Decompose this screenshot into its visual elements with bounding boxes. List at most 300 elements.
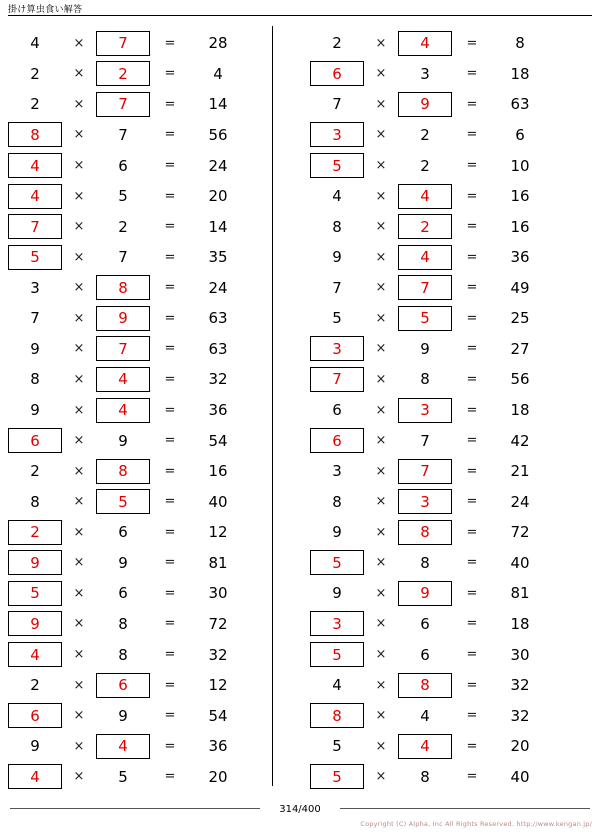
operand-b: 8 (420, 370, 430, 389)
answer-box-operand-a[interactable]: 5 (8, 245, 62, 270)
multiply-icon: × (375, 738, 387, 754)
answer-box-operand-a[interactable]: 4 (8, 184, 62, 209)
problem-row (310, 364, 590, 395)
answer-box-operand-b[interactable]: 8 (398, 673, 452, 698)
product-value: 32 (510, 706, 530, 725)
product-value: 20 (510, 737, 530, 756)
operand-b: 5 (118, 187, 128, 206)
problem-row (8, 762, 288, 793)
answer-box-operand-b[interactable]: 4 (398, 184, 452, 209)
multiply-icon: × (375, 616, 387, 632)
operand-b: 6 (118, 523, 128, 542)
equals-icon: = (466, 463, 478, 479)
operand-b: 9 (420, 339, 430, 358)
operand-b: 6 (420, 614, 430, 633)
equals-icon: = (466, 341, 478, 357)
multiply-icon: × (73, 677, 85, 693)
answer-box-operand-b[interactable]: 2 (398, 214, 452, 239)
equals-icon: = (466, 433, 478, 449)
problem-row (8, 639, 288, 670)
operand-b: 5 (118, 767, 128, 786)
multiply-icon: × (73, 188, 85, 204)
answer-box-operand-a[interactable]: 9 (8, 611, 62, 636)
problem-row (8, 731, 288, 762)
problem-row (310, 242, 590, 273)
operand-b: 3 (420, 64, 430, 83)
product-value: 25 (510, 309, 530, 328)
equals-icon: = (164, 280, 176, 296)
problem-columns (0, 22, 600, 792)
operand-a: 5 (332, 737, 342, 756)
multiply-icon: × (73, 647, 85, 663)
problem-row (8, 303, 288, 334)
product-value: 32 (208, 645, 228, 664)
answer-box-operand-b[interactable]: 5 (96, 489, 150, 514)
product-value: 63 (510, 95, 530, 114)
operand-b: 7 (118, 248, 128, 267)
problem-row (8, 273, 288, 304)
answer-box-operand-b[interactable]: 7 (398, 275, 452, 300)
problem-row (310, 486, 590, 517)
problem-row (8, 334, 288, 365)
answer-box-operand-a[interactable]: 6 (310, 61, 364, 86)
equals-icon: = (164, 127, 176, 143)
multiply-icon: × (375, 249, 387, 265)
answer-box-operand-a[interactable]: 6 (8, 703, 62, 728)
answer-box-operand-a[interactable]: 8 (310, 703, 364, 728)
answer-box-operand-b[interactable]: 4 (96, 398, 150, 423)
right-column (310, 22, 590, 792)
multiply-icon: × (375, 341, 387, 357)
multiply-icon: × (73, 585, 85, 601)
operand-b: 2 (118, 217, 128, 236)
operand-a: 9 (30, 339, 40, 358)
product-value: 16 (510, 217, 530, 236)
equals-icon: = (164, 463, 176, 479)
operand-a: 8 (332, 217, 342, 236)
equals-icon: = (466, 96, 478, 112)
multiply-icon: × (73, 738, 85, 754)
answer-box-operand-b[interactable]: 9 (96, 306, 150, 331)
product-value: 18 (510, 614, 530, 633)
product-value: 42 (510, 431, 530, 450)
problem-row (310, 120, 590, 151)
operand-a: 6 (332, 401, 342, 420)
equals-icon: = (164, 738, 176, 754)
equals-icon: = (466, 585, 478, 601)
product-value: 12 (208, 676, 228, 695)
answer-box-operand-a[interactable]: 9 (8, 550, 62, 575)
operand-a: 2 (30, 64, 40, 83)
problem-row (8, 670, 288, 701)
equals-icon: = (164, 494, 176, 510)
product-value: 81 (208, 553, 228, 572)
equals-icon: = (466, 35, 478, 51)
answer-box-operand-b[interactable]: 4 (398, 31, 452, 56)
product-value: 27 (510, 339, 530, 358)
operand-a: 9 (332, 523, 342, 542)
problem-row (310, 150, 590, 181)
problem-row (8, 609, 288, 640)
problem-row (8, 395, 288, 426)
multiply-icon: × (73, 616, 85, 632)
answer-box-operand-a[interactable]: 5 (310, 642, 364, 667)
product-value: 20 (208, 187, 228, 206)
answer-box-operand-b[interactable]: 7 (96, 336, 150, 361)
multiply-icon: × (375, 371, 387, 387)
multiply-icon: × (375, 402, 387, 418)
equals-icon: = (466, 677, 478, 693)
problem-row (310, 609, 590, 640)
multiply-icon: × (73, 310, 85, 326)
equals-icon: = (164, 96, 176, 112)
multiply-icon: × (375, 158, 387, 174)
answer-box-operand-a[interactable]: 2 (8, 520, 62, 545)
multiply-icon: × (73, 463, 85, 479)
problem-row (8, 425, 288, 456)
product-value: 14 (208, 95, 228, 114)
multiply-icon: × (73, 524, 85, 540)
equals-icon: = (164, 616, 176, 632)
problem-row (8, 150, 288, 181)
problem-row (8, 59, 288, 90)
equals-icon: = (164, 310, 176, 326)
answer-box-operand-a[interactable]: 3 (310, 122, 364, 147)
product-value: 54 (208, 706, 228, 725)
product-value: 24 (208, 278, 228, 297)
product-value: 63 (208, 339, 228, 358)
product-value: 18 (510, 401, 530, 420)
product-value: 54 (208, 431, 228, 450)
equals-icon: = (466, 494, 478, 510)
operand-a: 3 (30, 278, 40, 297)
product-value: 14 (208, 217, 228, 236)
multiply-icon: × (375, 677, 387, 693)
operand-b: 6 (420, 645, 430, 664)
multiply-icon: × (73, 219, 85, 235)
equals-icon: = (164, 585, 176, 601)
product-value: 32 (510, 676, 530, 695)
operand-a: 9 (30, 737, 40, 756)
operand-a: 9 (332, 248, 342, 267)
product-value: 18 (510, 64, 530, 83)
problem-row (310, 639, 590, 670)
multiply-icon: × (73, 769, 85, 785)
problem-row (8, 28, 288, 59)
equals-icon: = (466, 616, 478, 632)
product-value: 16 (510, 187, 530, 206)
equals-icon: = (164, 158, 176, 174)
answer-box-operand-b[interactable]: 6 (96, 673, 150, 698)
page-title: 掛け算虫食い解答 (8, 5, 83, 15)
answer-box-operand-a[interactable]: 5 (310, 764, 364, 789)
multiply-icon: × (375, 524, 387, 540)
operand-b: 2 (420, 156, 430, 175)
equals-icon: = (164, 188, 176, 204)
multiply-icon: × (73, 494, 85, 510)
answer-box-operand-b[interactable]: 5 (398, 306, 452, 331)
equals-icon: = (164, 769, 176, 785)
problem-row (310, 700, 590, 731)
answer-box-operand-b[interactable]: 4 (398, 734, 452, 759)
problem-row (8, 517, 288, 548)
problem-row (310, 334, 590, 365)
product-value: 36 (510, 248, 530, 267)
equals-icon: = (164, 249, 176, 265)
product-value: 56 (208, 125, 228, 144)
product-value: 49 (510, 278, 530, 297)
problem-row (310, 211, 590, 242)
equals-icon: = (164, 402, 176, 418)
operand-a: 2 (30, 462, 40, 481)
product-value: 24 (510, 492, 530, 511)
answer-box-operand-a[interactable]: 8 (8, 122, 62, 147)
product-value: 4 (213, 64, 223, 83)
product-value: 40 (208, 492, 228, 511)
operand-b: 2 (420, 125, 430, 144)
multiply-icon: × (73, 35, 85, 51)
multiply-icon: × (375, 555, 387, 571)
problem-row (310, 89, 590, 120)
problem-row (8, 211, 288, 242)
product-value: 63 (208, 309, 228, 328)
problem-row (310, 303, 590, 334)
equals-icon: = (164, 524, 176, 540)
operand-b: 6 (118, 584, 128, 603)
multiply-icon: × (73, 555, 85, 571)
answer-box-operand-a[interactable]: 4 (8, 153, 62, 178)
copyright-notice: Copyright (C) Alpha, Inc All Rights Reserved. http://www.kengan.jp/ (360, 820, 592, 828)
product-value: 36 (208, 401, 228, 420)
equals-icon: = (164, 371, 176, 387)
operand-a: 8 (30, 492, 40, 511)
problem-row (8, 700, 288, 731)
equals-icon: = (164, 219, 176, 235)
problem-row (310, 425, 590, 456)
multiply-icon: × (73, 371, 85, 387)
equals-icon: = (164, 433, 176, 449)
equals-icon: = (466, 738, 478, 754)
multiply-icon: × (375, 433, 387, 449)
title-divider (8, 15, 592, 16)
answer-box-operand-b[interactable]: 8 (398, 520, 452, 545)
equals-icon: = (466, 66, 478, 82)
multiply-icon: × (375, 188, 387, 204)
multiply-icon: × (375, 494, 387, 510)
product-value: 40 (510, 767, 530, 786)
multiply-icon: × (375, 769, 387, 785)
answer-box-operand-a[interactable]: 5 (8, 581, 62, 606)
problem-row (310, 181, 590, 212)
answer-box-operand-b[interactable]: 3 (398, 398, 452, 423)
answer-box-operand-b[interactable]: 9 (398, 581, 452, 606)
product-value: 10 (510, 156, 530, 175)
multiply-icon: × (73, 66, 85, 82)
problem-row (310, 762, 590, 793)
operand-a: 4 (30, 34, 40, 53)
operand-b: 4 (420, 706, 430, 725)
problem-row (310, 578, 590, 609)
equals-icon: = (164, 341, 176, 357)
problem-row (8, 242, 288, 273)
equals-icon: = (466, 310, 478, 326)
operand-a: 4 (332, 187, 342, 206)
operand-a: 8 (332, 492, 342, 511)
answer-box-operand-b[interactable]: 9 (398, 92, 452, 117)
multiply-icon: × (375, 463, 387, 479)
operand-b: 8 (420, 553, 430, 572)
equals-icon: = (164, 555, 176, 571)
multiply-icon: × (73, 708, 85, 724)
operand-a: 3 (332, 462, 342, 481)
problem-row (8, 578, 288, 609)
multiply-icon: × (73, 158, 85, 174)
equals-icon: = (466, 647, 478, 663)
equals-icon: = (164, 66, 176, 82)
product-value: 28 (208, 34, 228, 53)
operand-b: 8 (118, 614, 128, 633)
answer-box-operand-b[interactable]: 4 (96, 367, 150, 392)
problem-row (8, 89, 288, 120)
product-value: 30 (208, 584, 228, 603)
operand-b: 9 (118, 706, 128, 725)
equals-icon: = (466, 708, 478, 724)
multiply-icon: × (375, 310, 387, 326)
operand-b: 8 (420, 767, 430, 786)
problem-row (8, 456, 288, 487)
product-value: 8 (515, 34, 525, 53)
equals-icon: = (164, 677, 176, 693)
answer-box-operand-b[interactable]: 7 (96, 92, 150, 117)
multiply-icon: × (375, 219, 387, 235)
product-value: 21 (510, 462, 530, 481)
multiply-icon: × (375, 96, 387, 112)
problem-row (8, 548, 288, 579)
operand-a: 9 (30, 401, 40, 420)
equals-icon: = (466, 249, 478, 265)
product-value: 24 (208, 156, 228, 175)
multiply-icon: × (375, 585, 387, 601)
answer-box-operand-b[interactable]: 2 (96, 61, 150, 86)
page-number: 314/400 (279, 804, 321, 815)
multiply-icon: × (73, 433, 85, 449)
multiply-icon: × (375, 647, 387, 663)
answer-box-operand-a[interactable]: 5 (310, 153, 364, 178)
problem-row (310, 517, 590, 548)
answer-box-operand-a[interactable]: 6 (310, 428, 364, 453)
product-value: 6 (515, 125, 525, 144)
operand-b: 7 (420, 431, 430, 450)
problem-row (8, 364, 288, 395)
operand-b: 9 (118, 553, 128, 572)
operand-a: 2 (30, 676, 40, 695)
operand-a: 8 (30, 370, 40, 389)
problem-row (8, 181, 288, 212)
answer-box-operand-a[interactable]: 6 (8, 428, 62, 453)
problem-row (310, 28, 590, 59)
answer-box-operand-a[interactable]: 4 (8, 764, 62, 789)
problem-row (8, 486, 288, 517)
answer-box-operand-a[interactable]: 3 (310, 336, 364, 361)
operand-a: 7 (332, 95, 342, 114)
operand-a: 2 (30, 95, 40, 114)
operand-b: 7 (118, 125, 128, 144)
answer-box-operand-b[interactable]: 8 (96, 459, 150, 484)
problem-row (310, 456, 590, 487)
product-value: 32 (208, 370, 228, 389)
problem-row (310, 731, 590, 762)
operand-a: 2 (332, 34, 342, 53)
operand-a: 7 (30, 309, 40, 328)
answer-box-operand-b[interactable]: 3 (398, 489, 452, 514)
answer-box-operand-a[interactable]: 3 (310, 611, 364, 636)
product-value: 40 (510, 553, 530, 572)
operand-b: 8 (118, 645, 128, 664)
equals-icon: = (466, 371, 478, 387)
multiply-icon: × (375, 127, 387, 143)
equals-icon: = (466, 219, 478, 235)
problem-row (310, 59, 590, 90)
product-value: 36 (208, 737, 228, 756)
product-value: 12 (208, 523, 228, 542)
answer-box-operand-b[interactable]: 8 (96, 275, 150, 300)
equals-icon: = (466, 188, 478, 204)
problem-row (8, 120, 288, 151)
answer-box-operand-a[interactable]: 4 (8, 642, 62, 667)
answer-box-operand-a[interactable]: 7 (310, 367, 364, 392)
answer-box-operand-b[interactable]: 4 (398, 245, 452, 270)
equals-icon: = (466, 280, 478, 296)
operand-a: 7 (332, 278, 342, 297)
product-value: 72 (510, 523, 530, 542)
multiply-icon: × (375, 280, 387, 296)
problem-row (310, 273, 590, 304)
product-value: 30 (510, 645, 530, 664)
product-value: 16 (208, 462, 228, 481)
problem-row (310, 670, 590, 701)
operand-b: 9 (118, 431, 128, 450)
answer-box-operand-a[interactable]: 7 (8, 214, 62, 239)
answer-box-operand-b[interactable]: 7 (398, 459, 452, 484)
product-value: 56 (510, 370, 530, 389)
multiply-icon: × (73, 127, 85, 143)
equals-icon: = (164, 35, 176, 51)
equals-icon: = (466, 158, 478, 174)
problem-row (310, 548, 590, 579)
equals-icon: = (466, 769, 478, 785)
operand-a: 4 (332, 676, 342, 695)
multiply-icon: × (375, 66, 387, 82)
product-value: 72 (208, 614, 228, 633)
multiply-icon: × (73, 402, 85, 418)
operand-b: 6 (118, 156, 128, 175)
equals-icon: = (164, 708, 176, 724)
equals-icon: = (164, 647, 176, 663)
multiply-icon: × (73, 280, 85, 296)
product-value: 35 (208, 248, 228, 267)
left-column (8, 22, 288, 792)
answer-box-operand-b[interactable]: 4 (96, 734, 150, 759)
multiply-icon: × (73, 249, 85, 265)
operand-a: 5 (332, 309, 342, 328)
answer-box-operand-b[interactable]: 7 (96, 31, 150, 56)
multiply-icon: × (73, 341, 85, 357)
product-value: 20 (208, 767, 228, 786)
answer-box-operand-a[interactable]: 5 (310, 550, 364, 575)
multiply-icon: × (73, 96, 85, 112)
equals-icon: = (466, 127, 478, 143)
product-value: 81 (510, 584, 530, 603)
